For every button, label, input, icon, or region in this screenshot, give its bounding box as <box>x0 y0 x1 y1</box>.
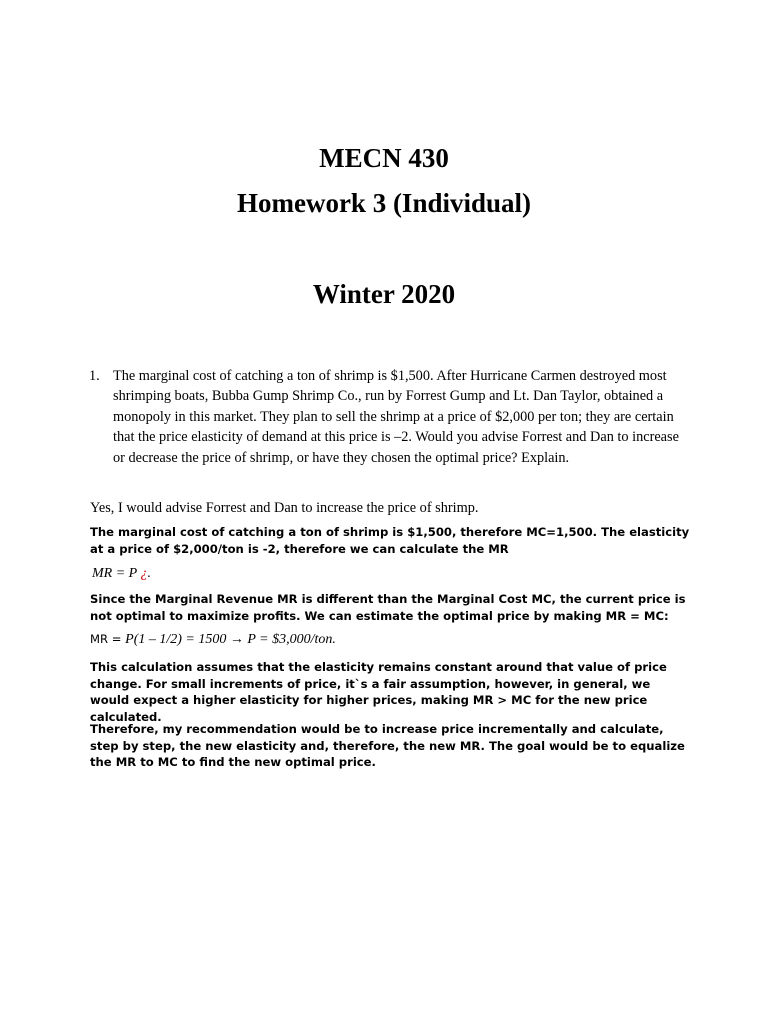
mr-formula-symbol: ¿ <box>140 566 148 581</box>
term-title: Winter 2020 <box>312 279 456 309</box>
question-number: 1. <box>89 368 100 384</box>
question-1 <box>89 366 689 468</box>
question-text: The marginal cost of catching a ton of shrimp is $1,500. After Hurricane Carmen destroyed most shrimping boats, Bubba Gump Shrimp Co., run by Forrest Gump and Lt. Dan Taylor, obtained a monopoly in this market. They plan to sell the shrimp at a price of $2,000 per ton; they are certain that the price elasticity of demand at this price is –2. Would you advise Forrest and Dan to increase or decrease the price of shrimp, or have they chosen the optimal price? Explain. <box>113 368 679 466</box>
mr-formula-end: . <box>147 566 151 581</box>
answer-intro: Yes, I would advise Forrest and Dan to increase the price of shrimp. <box>90 500 479 516</box>
assignment-title: Homework 3 (Individual) <box>236 188 532 218</box>
answer-paragraph-3: This calculation assumes that the elasticity remains constant around that value of price change. For small increments of price, it`s a fair assumption, however, in general, we would expect a higher elasticity for higher prices, making MR > MC for the new price calculated. <box>90 660 667 724</box>
answer-paragraph-1: The marginal cost of catching a ton of shrimp is $1,500, therefore MC=1,500. The elasticity at a price of $2,000/ton is -2, therefore we can calculate the MR <box>90 525 690 556</box>
mr-formula-text: MR = P <box>92 566 141 581</box>
formula-equation: P(1 – 1/2) = 1500 → P = $3,000/ton. <box>125 632 336 647</box>
course-title: MECN 430 <box>319 143 449 173</box>
optimal-price-formula <box>90 632 336 648</box>
formula-label: MR = <box>90 632 126 646</box>
answer-paragraph-4: Therefore, my recommendation would be to increase price incrementally and calculate, step by step, the new elasticity and, therefore, the new MR. The goal would be to equalize the MR to MC to find the new optimal price. <box>90 722 685 770</box>
mr-formula <box>92 566 151 582</box>
answer-paragraph-2: Since the Marginal Revenue MR is different than the Marginal Cost MC, the current price is not optimal to maximize profits. We can estimate the optimal price by making MR = MC: <box>90 592 686 623</box>
